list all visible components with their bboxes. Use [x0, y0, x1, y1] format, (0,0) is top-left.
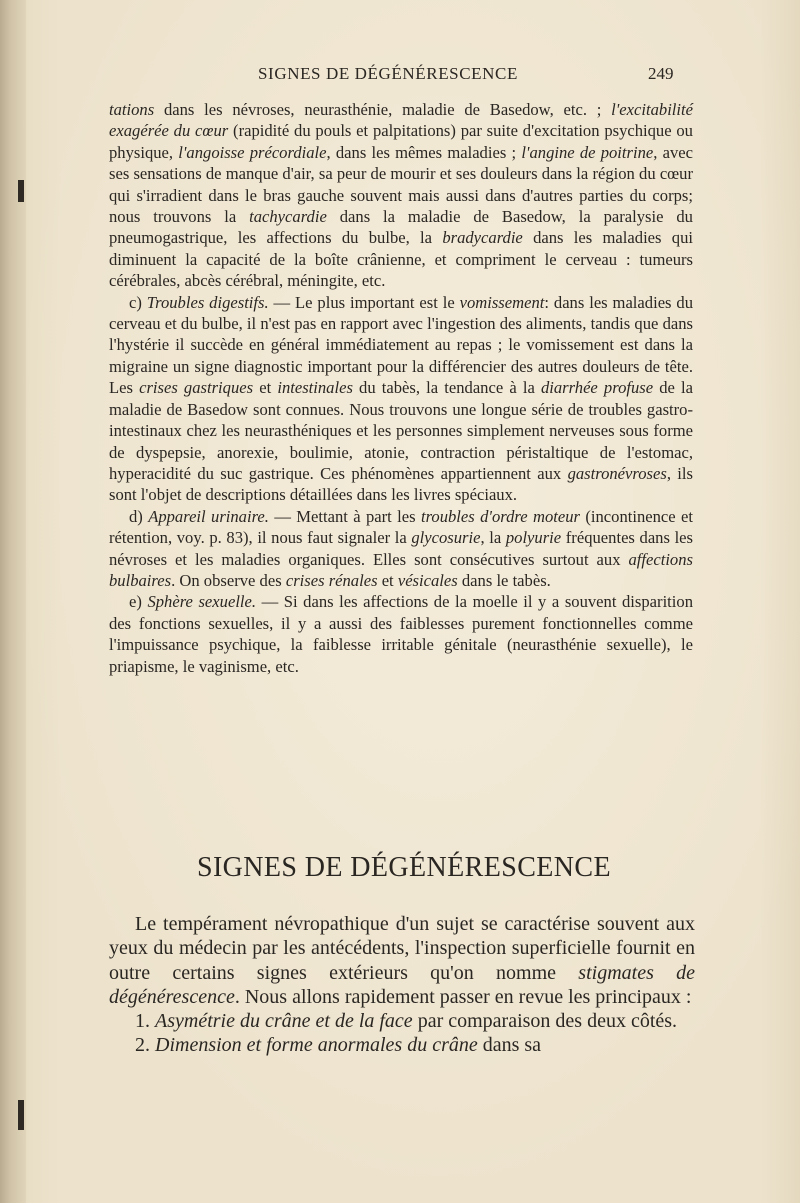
running-head-title: SIGNES DE DÉGÉNÉRESCENCE — [258, 64, 518, 83]
list-item-1: 1. Asymétrie du crâne et de la face par comparaison des deux côtés. — [135, 1010, 678, 1033]
margin-mark — [18, 1100, 24, 1130]
paragraph-cardiac: tations dans les névroses, neurasthénie, maladie de Basedow, etc. ; l'excitabilité exagérée du cœur (rapidité du pouls et palpitations) par suite d'excitation psychique ou physique, l'angoisse précordiale, dans les mêmes maladies ; l'angine de poitrine, avec ses sensations de manque d'air, sa peur de mourir et ses douleurs dans la région du cœur qui s'irradient dans le bras gauche souvent mais aussi dans d'autres parties du corps; nous trouvons la tachycardie dans la maladie de Basedow, la paralysie du pneumogastrique, les affections du bulbe, la bradycardie dans les maladies qui diminuent la capacité de la boîte crânienne, et compriment le cerveau : tumeurs cérébrales, abcès cérébral, méningite, etc. — [109, 100, 693, 291]
paragraph-sexual: e) Sphère sexuelle. — Si dans les affections de la moelle il y a souvent disparition des fonctions sexuelles, il y a aussi des faiblesses purement fonctionnelles comme l'impuissance psychique, la faiblesse irritable génitale (neurasthénie sexuelle), le priapisme, le vaginisme, etc. — [109, 592, 693, 676]
paragraph-intro: Le tempérament névropathique d'un sujet se caractérise souvent aux yeux du médecin par les antécédents, l'inspection superficielle fournit en outre certains signes extérieurs qu'on nomme stigmates de dégénérescence. Nous allons rapidement passer en revue les principaux : — [109, 913, 695, 1008]
paragraph-digestive: c) Troubles digestifs. — Le plus important est le vomissement: dans les maladies du cerveau et du bulbe, il n'est pas en rapport avec l'ingestion des aliments, tandis que dans l'hystérie il succède en général immédiatement au repas ; le vomissement est dans la migraine un signe diagnostic important pour la différencier des autres douleurs de tête. Les crises gastriques et intestinales du tabès, la tendance à la diarrhée profuse de la maladie de Basedow sont connues. Nous trouvons une longue série de troubles gastro-intestinaux chez les neurasthéniques et les personnes simplement nerveuses sous forme de dyspepsie, anorexie, boulimie, atonie, contraction péristaltique de l'estomac, hyperacidité du suc gastrique. Ces phénomènes appartiennent aux gastronévroses, ils sont l'objet de descriptions détaillées dans les livres spéciaux. — [109, 292, 694, 505]
running-head — [0, 64, 800, 88]
upper-text-block — [109, 99, 693, 677]
section-heading: SIGNES DE DÉGÉNÉRESCENCE — [196, 852, 612, 883]
margin-mark — [18, 180, 24, 202]
lower-text-block — [109, 912, 695, 1058]
page-number: 249 — [648, 64, 674, 83]
paragraph-urinary: d) Appareil urinaire. — Mettant à part les troubles d'ordre moteur (incontinence et rétention, voy. p. 83), il nous faut signaler la glycosurie, la polyurie fréquentes dans les névroses et les maladies organiques. Elles sont consécutives surtout aux affections bulbaires. On observe des crises rénales et vésicales dans le tabès. — [109, 506, 693, 590]
list-item-2: 2. Dimension et forme anormales du crâne dans sa — [135, 1034, 542, 1057]
